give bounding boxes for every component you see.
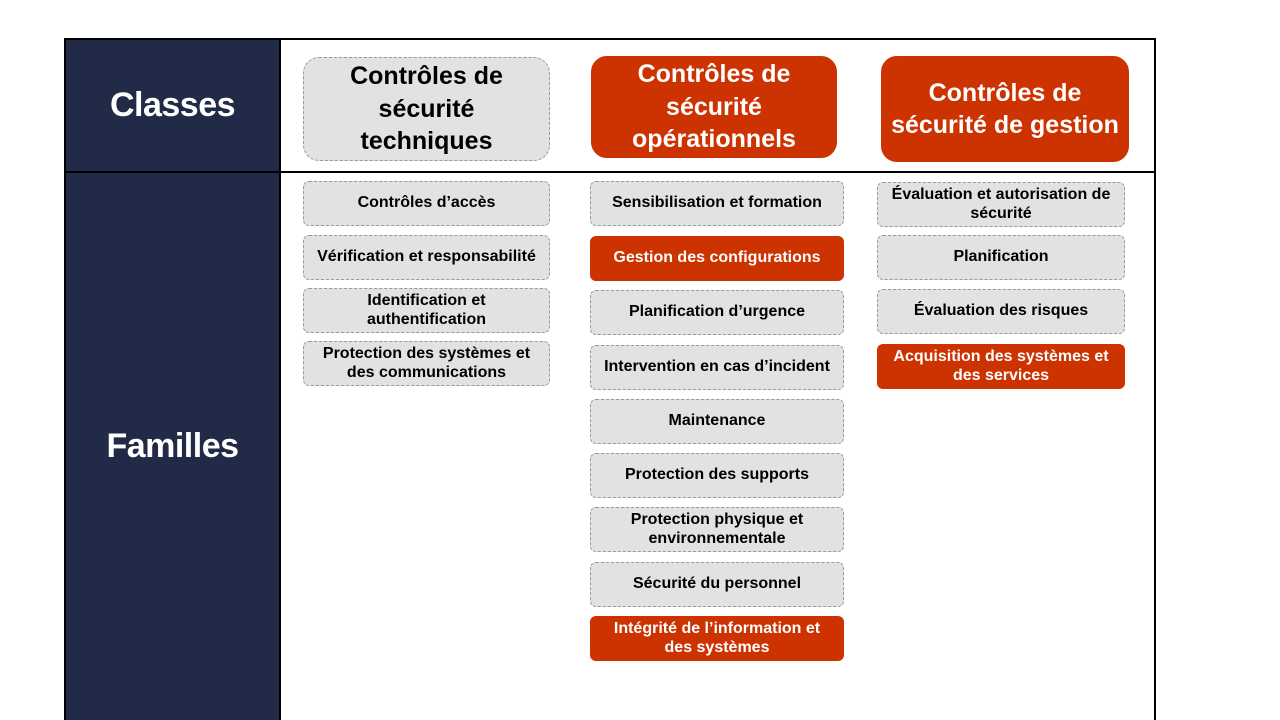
classes-row-header: Classes	[66, 40, 279, 171]
family-planification: Planification	[877, 235, 1125, 280]
family-gestion-configurations: Gestion des configurations	[590, 236, 844, 281]
family-planification-urgence: Planification d’urgence	[590, 290, 844, 335]
familles-row-header: Familles	[66, 173, 279, 720]
family-controles-acces: Contrôles d’accès	[303, 181, 550, 226]
family-evaluation-autorisation: Évaluation et autorisation de sécurité	[877, 182, 1125, 227]
family-securite-personnel: Sécurité du personnel	[590, 562, 844, 607]
family-identification-authentification: Identification et authentification	[303, 288, 550, 333]
family-protection-supports: Protection des supports	[590, 453, 844, 498]
class-management: Contrôles de sécurité de gestion	[881, 56, 1129, 162]
family-intervention-incident: Intervention en cas d’incident	[590, 345, 844, 390]
family-protection-physique: Protection physique et environnementale	[590, 507, 844, 552]
family-verification-responsabilite: Vérification et responsabilité	[303, 235, 550, 280]
family-sensibilisation-formation: Sensibilisation et formation	[590, 181, 844, 226]
family-maintenance: Maintenance	[590, 399, 844, 444]
class-operational: Contrôles de sécurité opérationnels	[591, 56, 837, 158]
family-protection-systemes-communications: Protection des systèmes et des communications	[303, 341, 550, 386]
family-integrite-information: Intégrité de l’information et des systèmes	[590, 616, 844, 661]
class-technical: Contrôles de sécurité techniques	[303, 57, 550, 161]
column-divider	[279, 40, 281, 720]
family-acquisition-systemes-services: Acquisition des systèmes et des services	[877, 344, 1125, 389]
family-evaluation-risques: Évaluation des risques	[877, 289, 1125, 334]
row-divider	[66, 171, 1156, 173]
